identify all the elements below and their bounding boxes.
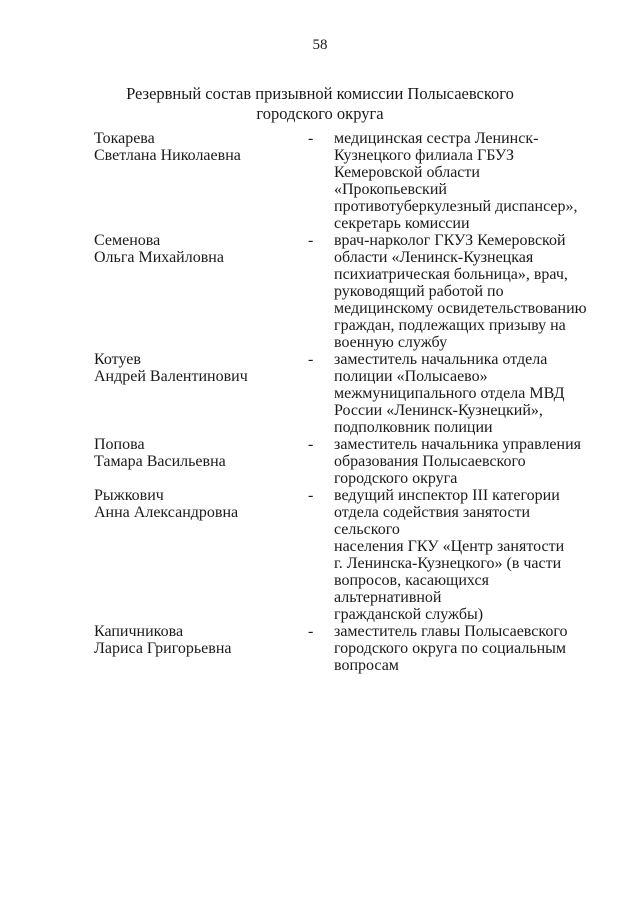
document-title-line-2: городского округа [256,104,384,123]
member-given-names: Светлана Николаевна [94,147,241,164]
member-dash: - [308,487,314,504]
document-title [0,84,640,124]
member-given-names: Тамара Васильевна [94,453,226,470]
member-role-line: медицинская сестра Ленинск- [334,130,539,147]
member-dash: - [308,436,314,453]
member-entry [94,351,594,436]
member-role [334,232,594,351]
member-role-line: г. Ленинска-Кузнецкого» (в части [334,555,562,572]
member-surname: Семенова [94,232,161,249]
member-role-line: заместитель главы Полысаевского [334,623,568,640]
member-role-line: вопросов, касающихся альтернативной [334,572,489,606]
member-role [334,436,594,487]
member-dash: - [308,623,314,640]
member-entry [94,487,594,623]
member-role-line: межмуниципального отдела МВД [334,385,565,402]
member-role-line: России «Ленинск-Кузнецкий», [334,402,543,419]
member-role-line: городского округа по социальным [334,640,567,657]
member-dash: - [308,130,314,147]
member-name [94,623,308,657]
member-entry [94,130,594,232]
member-role-line: Кузнецкого филиала ГБУЗ [334,147,514,164]
member-given-names: Лариса Григорьевна [94,640,232,657]
member-surname: Токарева [94,130,155,147]
member-name [94,232,308,266]
member-role [334,487,594,623]
member-surname: Капичникова [94,623,184,640]
page-number: 58 [312,37,328,53]
member-role-line: врач-нарколог ГКУЗ Кемеровской [334,232,566,249]
member-dash: - [308,232,314,249]
member-entry [94,623,594,674]
member-role-line: заместитель начальника управления [334,436,582,453]
member-role-line: отдела содействия занятости сельского [334,504,531,538]
member-name [94,351,308,385]
member-given-names: Ольга Михайловна [94,249,224,266]
member-role-line: вопросам [334,657,399,674]
member-name [94,130,308,164]
member-role-line: образования Полысаевского [334,453,526,470]
member-role-line: городского округа [334,470,458,487]
member-role-line: гражданской службы) [334,606,484,623]
document-title-line-1: Резервный состав призывной комиссии Полысаевского [126,84,514,103]
member-role-line: секретарь комиссии [334,215,470,232]
member-role [334,623,594,674]
member-dash: - [308,351,314,368]
members-list [94,130,594,674]
member-entry [94,436,594,487]
member-name [94,436,308,470]
member-role-line: населения ГКУ «Центр занятости [334,538,565,555]
member-entry [94,232,594,351]
member-role-line: медицинскому освидетельствованию [334,300,587,317]
member-role-line: противотуберкулезный диспансер», [334,198,578,215]
member-role-line: психиатрическая больница», врач, [334,266,568,283]
member-surname: Попова [94,436,145,453]
member-role-line: заместитель начальника отдела [334,351,548,368]
member-surname: Котуев [94,351,141,368]
member-name [94,487,308,521]
member-role-line: Кемеровской области «Прокопьевский [334,164,480,198]
member-role-line: области «Ленинск-Кузнецкая [334,249,534,266]
member-role-line: подполковник полиции [334,419,493,436]
member-given-names: Андрей Валентинович [94,368,248,385]
member-given-names: Анна Александровна [94,504,239,521]
member-role-line: ведущий инспектор III категории [334,487,560,504]
member-role [334,351,594,436]
member-role-line: полиции «Полысаево» [334,368,488,385]
member-role [334,130,594,232]
member-role-line: граждан, подлежащих призыву на [334,317,566,334]
member-role-line: военную службу [334,334,448,351]
member-surname: Рыжкович [94,487,164,504]
member-role-line: руководящий работой по [334,283,504,300]
